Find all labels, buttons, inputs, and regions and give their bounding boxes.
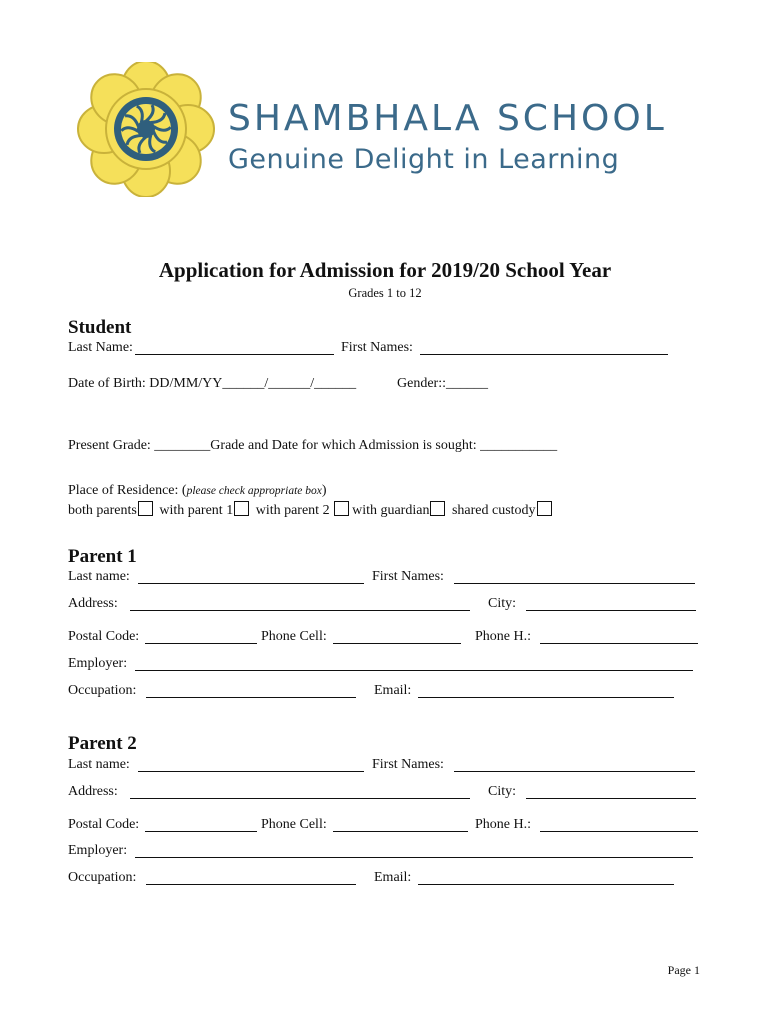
option-guardian-label: with guardian xyxy=(352,503,430,518)
parent1-employer-label: Employer: xyxy=(68,656,128,671)
student-heading: Student xyxy=(68,317,132,338)
residence-close: ) xyxy=(321,483,327,498)
student-first-names-input[interactable] xyxy=(420,354,668,355)
parent2-postal-label: Postal Code: xyxy=(68,817,140,832)
parent2-phone-h-label: Phone H.: xyxy=(475,817,531,832)
parent1-phone-cell-input[interactable] xyxy=(333,643,461,644)
parent1-email-label: Email: xyxy=(374,683,412,698)
parent1-city-input[interactable] xyxy=(526,610,696,611)
parent1-last-name-input[interactable] xyxy=(138,583,364,584)
residence-prompt xyxy=(68,483,327,499)
parent2-phone-h-input[interactable] xyxy=(540,831,698,832)
residence-hint: please check appropriate box xyxy=(186,485,322,497)
option-both-parents-checkbox[interactable] xyxy=(138,501,153,516)
parent1-address-input[interactable] xyxy=(130,610,470,611)
option-parent1-checkbox[interactable] xyxy=(234,501,249,516)
parent2-occupation-label: Occupation: xyxy=(68,870,137,885)
document-subtitle: Grades 1 to 12 xyxy=(348,286,422,300)
parent1-city-label: City: xyxy=(488,596,517,611)
parent2-last-name-input[interactable] xyxy=(138,771,364,772)
parent1-postal-input[interactable] xyxy=(145,643,257,644)
parent1-phone-h-input[interactable] xyxy=(540,643,698,644)
parent1-occupation-label: Occupation: xyxy=(68,683,137,698)
parent1-first-names-label: First Names: xyxy=(372,569,444,584)
parent2-email-input[interactable] xyxy=(418,884,674,885)
parent2-first-names-input[interactable] xyxy=(454,771,695,772)
page-number: Page 1 xyxy=(667,963,700,977)
residence-label: Place of Residence: ( xyxy=(68,483,187,498)
document-title: Application for Admission for 2019/20 School Year xyxy=(158,258,612,282)
parent2-city-label: City: xyxy=(488,784,517,799)
residence-options xyxy=(68,501,555,519)
option-shared-custody-label: shared custody xyxy=(451,503,536,518)
option-parent2-checkbox[interactable] xyxy=(334,501,349,516)
parent1-phone-cell-label: Phone Cell: xyxy=(261,629,327,644)
school-tagline: Genuine Delight in Learning xyxy=(228,144,620,175)
parent1-email-input[interactable] xyxy=(418,697,674,698)
parent1-first-names-input[interactable] xyxy=(454,583,695,584)
school-name: SHAMBHALA SCHOOL xyxy=(228,98,667,139)
parent1-phone-h-label: Phone H.: xyxy=(475,629,531,644)
option-parent2-label: with parent 2 xyxy=(255,503,330,518)
parent2-heading: Parent 2 xyxy=(68,733,137,754)
parent2-occupation-input[interactable] xyxy=(146,884,356,885)
parent2-address-label: Address: xyxy=(68,784,118,799)
parent2-last-name-label: Last name: xyxy=(68,757,130,772)
option-both-parents-label: both parents xyxy=(68,503,137,518)
parent2-phone-cell-label: Phone Cell: xyxy=(261,817,327,832)
parent1-last-name-label: Last name: xyxy=(68,569,130,584)
student-last-name-label: Last Name: xyxy=(68,340,133,355)
parent1-occupation-input[interactable] xyxy=(146,697,356,698)
parent2-email-label: Email: xyxy=(374,870,412,885)
parent1-address-label: Address: xyxy=(68,596,118,611)
student-grade-field[interactable]: Present Grade: ________Grade and Date for which Admission is sought: ___________ xyxy=(68,438,558,453)
parent2-postal-input[interactable] xyxy=(145,831,257,832)
parent2-employer-label: Employer: xyxy=(68,843,128,858)
parent2-first-names-label: First Names: xyxy=(372,757,444,772)
student-gender-field[interactable]: Gender::______ xyxy=(397,376,488,391)
parent1-postal-label: Postal Code: xyxy=(68,629,140,644)
student-dob-field[interactable]: Date of Birth: DD/MM/YY______/______/______ xyxy=(68,376,357,391)
parent2-city-input[interactable] xyxy=(526,798,696,799)
option-guardian-checkbox[interactable] xyxy=(430,501,445,516)
parent2-address-input[interactable] xyxy=(130,798,470,799)
school-logo-emblem xyxy=(76,62,216,197)
option-shared-custody-checkbox[interactable] xyxy=(537,501,552,516)
parent2-employer-input[interactable] xyxy=(135,857,693,858)
student-last-name-input[interactable] xyxy=(135,354,334,355)
parent1-heading: Parent 1 xyxy=(68,546,137,567)
student-first-names-label: First Names: xyxy=(341,340,413,355)
parent2-phone-cell-input[interactable] xyxy=(333,831,468,832)
option-parent1-label: with parent 1 xyxy=(159,503,234,518)
parent1-employer-input[interactable] xyxy=(135,670,693,671)
